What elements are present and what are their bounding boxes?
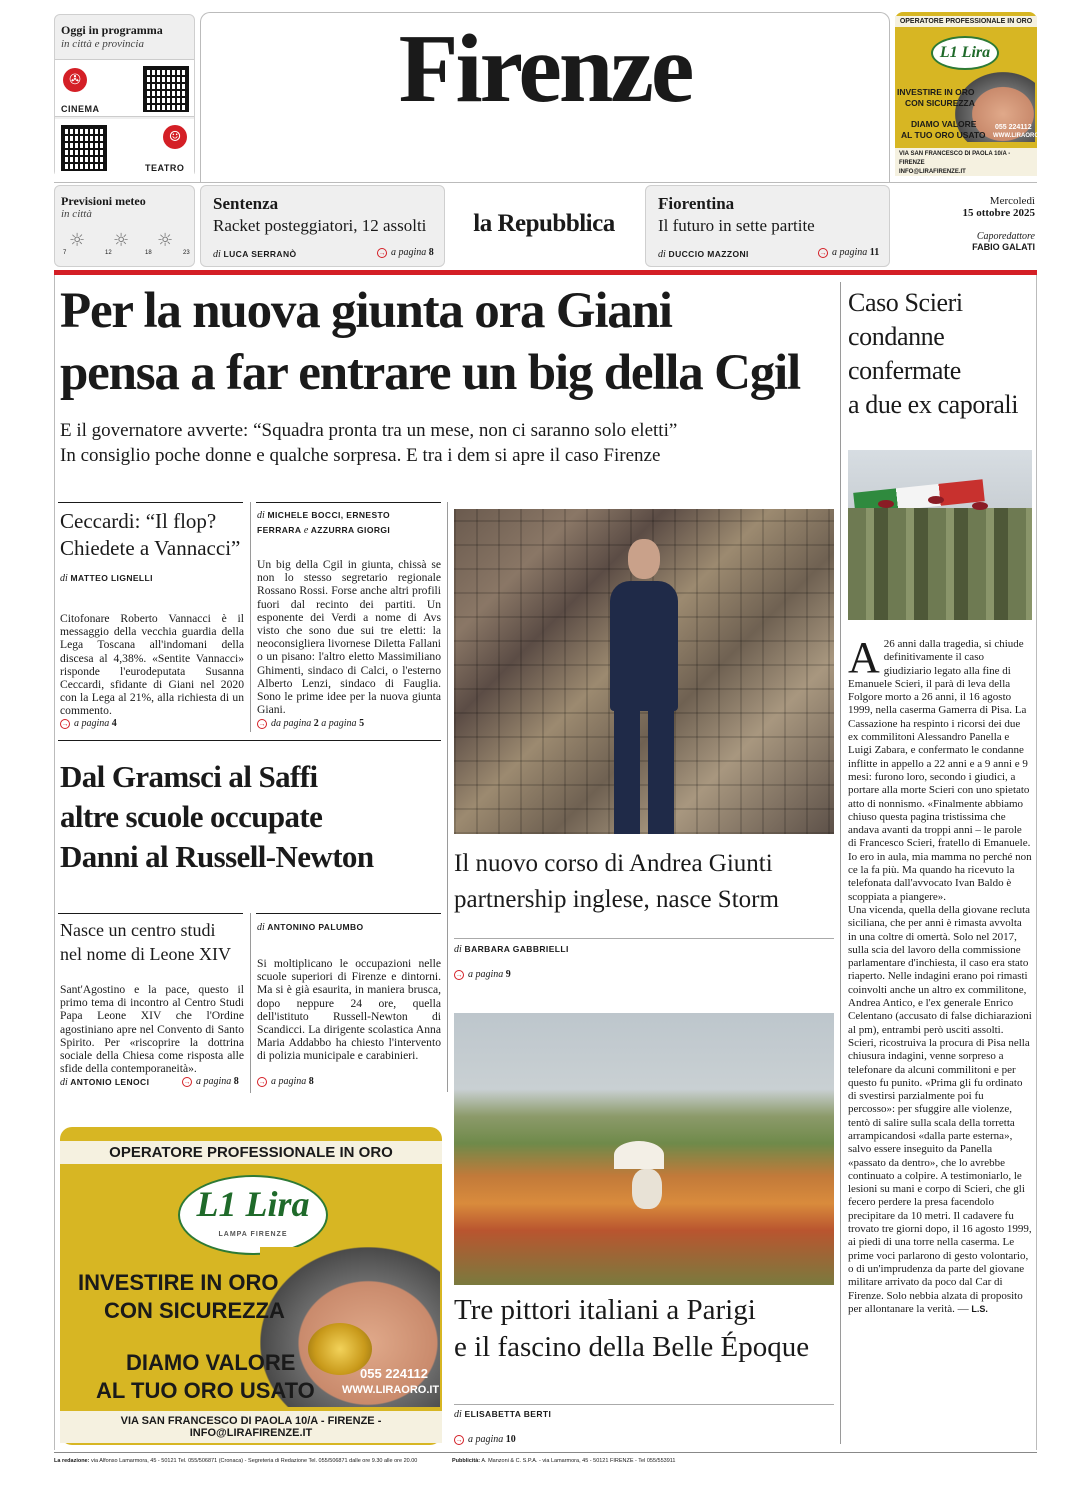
strip-right-byline: di DUCCIO MAZZONI (658, 249, 749, 260)
section-rule (58, 913, 243, 914)
ceccardi-page-ref[interactable]: → a pagina 4 (61, 718, 117, 729)
top-ad-footer (895, 148, 1037, 176)
bottom-ad-line4: AL TUO ORO USATO (96, 1378, 315, 1403)
occupazioni-byline: di ANTONINO PALUMBO (257, 922, 364, 933)
bottom-ad-bar: OPERATORE PROFESSIONALE IN ORO (60, 1141, 442, 1164)
occupazioni-page-ref[interactable]: → a pagina 8 (258, 1076, 314, 1087)
leone-body: Sant'Agostino e la pace, questo il primo tema di incontro al Centro Studi Papa Leone XIV che l'Ordine agostiniano apre nel Convento di Santo Spirito. Per «riscoprire la dottrina sociale della Chiesa come risposta alle sfide della contemporaneità». (60, 983, 244, 1076)
pittori-page-ref[interactable]: → a pagina 10 (455, 1434, 516, 1445)
strip-right-box[interactable] (645, 185, 890, 267)
soldiers-shape (848, 508, 1032, 620)
top-ad[interactable] (895, 12, 1046, 176)
scieri-body-2: Una vicenda, quella della giovane recluta siciliana, che per anni è rimasta avvolta in una coltre di omertà. Solo nel 2017, sulla scia del lavoro della commissione parlamentare d'inchiesta, il caso era stato riaperto. Nelle indagini erano poi rimasti coinvolti anche un altro ex commilitone, Andrea Antico, e l'ex generale Enrico Celentano (accusato di false dichiarazioni al pm), entrambi però usciti assolti. (848, 903, 1032, 1036)
teatro-tile[interactable] (55, 119, 194, 177)
giunti-byline: di BARBARA GABBRIELLI (454, 944, 569, 955)
section-rule (58, 502, 243, 503)
bottom-ad-line1: INVESTIRE IN ORO (78, 1270, 279, 1295)
meteo-hour: 7 (63, 250, 67, 256)
strip-left-page-ref[interactable]: → a pagina 8 (378, 247, 434, 258)
section-rule (454, 938, 834, 939)
strip-left-box[interactable] (200, 185, 445, 267)
strip-left-headline: Racket posteggiatori, 12 assolti (213, 216, 427, 235)
pittori-headline-line: e il fascino della Belle Époque (454, 1331, 810, 1363)
occupazioni-body: Si moltiplicano le occupazioni nelle scuole superiori di Firenze e dintorni. Ma si è già esaurita, in maniera brusca, dopo neppure 24 ore, quella dell'istituto Russell-Newton di Scandicci. La dirigente scolastica Anna Maria Addabbo ha chiesto l'intervento di polizia municipale e carabinieri. (257, 957, 441, 1063)
arrow-icon: → (258, 719, 266, 728)
section-rule (58, 740, 441, 741)
lead-headline-line: Per la nuova giunta ora Giani (60, 283, 672, 339)
meteo-hour: 23 (183, 250, 190, 256)
giunti-headline-line: Il nuovo corso di Andrea Giunti (454, 850, 773, 877)
top-ad-bar: OPERATORE PROFESSIONALE IN ORO (895, 16, 1037, 27)
lead-deck-line: E il governatore avverte: “Squadra pronta tra un mese, non ci saranno solo eletti” (60, 420, 678, 441)
bottom-ad-web: WWW.LIRAORO.IT (342, 1384, 440, 1396)
strip-right-page-ref[interactable]: → a pagina 11 (819, 247, 880, 258)
pittori-painting (454, 1013, 834, 1285)
footer-left: La redazione: via Alfonso Lamarmora, 45 - 50121 Tel. 055/506871 (Cronaca) - Segreteria di Redazione Tel. 055/506871 dalle ore 9.30 alle ore 20.00 (54, 1458, 418, 1464)
bottom-ad-logo (178, 1175, 328, 1255)
cinema-qr-icon (143, 66, 189, 112)
ceccardi-headline-line: Ceccardi: “Il flop? (60, 509, 217, 533)
scuole-headline (60, 757, 373, 877)
arrow-icon: → (258, 1077, 266, 1086)
cinema-label: CINEMA (61, 104, 100, 114)
ceccardi-body: Citofonare Roberto Vannacci è il messaggio della vecchia guardia della Lega Toscana all'indomani della discesa al 4,38%. «Sentite Vannacci» risponde l'eurodeputata Susanna Ceccardi, sfidante di Giani nel 2020 con la Lega al 21%, alla richiesta di un commento. (60, 612, 244, 718)
leone-byline: di ANTONIO LENOCI (60, 1077, 150, 1088)
top-ad-line3: DIAMO VALORE (911, 119, 977, 129)
scieri-headline-line: Caso Scieri (848, 288, 963, 317)
strip-right-headline: Il futuro in sette partite (658, 216, 815, 235)
meteo-hour: 12 (105, 250, 112, 256)
sun-icon: ☼ (157, 230, 174, 251)
footer-rule (54, 1452, 1037, 1453)
scuole-headline-line: Danni al Russell-Newton (60, 839, 374, 874)
film-reel-icon: ✇ (63, 68, 87, 92)
scieri-headline-line: a due ex caporali (848, 390, 1019, 419)
ceccardi-headline (60, 508, 240, 562)
program-box (54, 14, 195, 177)
giunti-photo (454, 509, 834, 834)
section-rule (256, 502, 441, 503)
masthead: Firenze (398, 15, 692, 123)
meteo-subtitle: in città (61, 208, 92, 220)
giunta-body: Un big della Cgil in giunta, chissà se non lo stesso segretario regionale Rossano Rossi. Forse anche altri profili fuori dal recinto dei partiti. Un esponente dei Verdi a nome di Avs visto che sono due sui tre eletti: la neoconsigliera livornese Diletta Fallani o un pisano: l'altro eletto Massimiliano Ghimenti, sindaco di Calci, o l'esterno Alberto Lenzi, sindaco di Fauglia. Sono le prime idee per la nuova giunta Giani. (257, 558, 441, 717)
section-rule (454, 1404, 834, 1405)
scieri-photo (848, 450, 1032, 620)
theater-mask-icon: ☺ (163, 125, 187, 149)
scieri-headline (848, 286, 1018, 422)
pittori-headline (454, 1292, 809, 1366)
leone-headline-line: Nasce un centro studi (60, 920, 216, 940)
column-rule (447, 502, 448, 1092)
cinema-tile[interactable] (55, 59, 194, 117)
section-rule (256, 913, 441, 914)
teatro-label: TEATRO (145, 163, 185, 173)
strip-left-section: Sentenza (213, 194, 279, 213)
meteo-title: Previsioni meteo (61, 194, 146, 208)
scuole-headline-line: Dal Gramsci al Saffi (60, 759, 318, 794)
beret-shape (972, 502, 988, 510)
pittori-byline: di ELISABETTA BERTI (454, 1409, 552, 1420)
strip-right-section: Fiorentina (658, 194, 735, 213)
lead-deck-line: In consiglio poche donne e qualche sorpresa. E tra i dem si apre il caso Firenze (60, 445, 661, 466)
top-ad-address: VIA SAN FRANCESCO DI PAOLA 10/A - FIRENZE (899, 151, 1011, 166)
pittori-headline-line: Tre pittori italiani a Parigi (454, 1294, 756, 1326)
bottom-ad-line2: CON SICUREZZA (104, 1298, 285, 1323)
bottom-ad[interactable] (60, 1127, 442, 1445)
giunti-page-ref[interactable]: → a pagina 9 (455, 969, 511, 980)
date-date: 15 ottobre 2025 (962, 207, 1035, 219)
column-rule (250, 913, 251, 1093)
date-box (895, 185, 1035, 267)
ceccardi-headline-line: Chiedete a Vannacci” (60, 536, 241, 560)
column-rule (250, 502, 251, 732)
lead-headline-line: pensa a far entrare un big della Cgil (60, 345, 800, 401)
arrow-icon: → (455, 1435, 463, 1444)
top-ad-email: INFO@LIRAFIRENZE.IT (899, 169, 966, 175)
footer-right: Pubblicità: A. Manzoni & C. S.P.A. - via Lamarmora, 45 - 50121 FIRENZE - Tel 055/553911 (452, 1458, 676, 1464)
scieri-headline-line: condanne (848, 322, 945, 351)
strip-left-byline: di LUCA SERRANÒ (213, 249, 297, 260)
giunti-headline-line: partnership inglese, nasce Storm (454, 886, 779, 913)
scieri-headline-line: confermate (848, 356, 961, 385)
giunti-headline (454, 846, 779, 918)
arrow-icon: → (455, 970, 463, 979)
top-ad-line1: INVESTIRE IN ORO (897, 87, 975, 97)
arrow-icon: → (183, 1077, 191, 1086)
bottom-ad-logo-text: L1 Lira (196, 1184, 310, 1224)
program-title: Oggi in programma (61, 23, 163, 37)
sun-icon: ☼ (69, 230, 86, 251)
beret-shape (928, 496, 944, 504)
date-weekday: Mercoledì (989, 195, 1035, 207)
top-ad-logo: L1 Lira (931, 36, 999, 70)
scieri-body-3: Scieri, ricostruiva la procura di Pisa nella chiusura indagini, venne sorpreso a telefonare da alcuni commilitoni e per questo fu punito. «Prima gli fu ordinato di svestirsi parzialmente poi fu percosso»: per sfuggire alle violenze, tentò di salire sulla scala della torretta arrampicandosi «dalla parte esterna», salvo essere inseguito da Panella «passato da dentro», che lo avrebbe continuato a colpire. A testimoniarlo, le lesioni su mani e corpo di Scieri, che gli fecero perdere la presa facendolo precipitare da 10 metri. Il cadavere fu trovato tre giorni dopo, il 16 agosto 1999, ai piedi di una torre nella caserma. Le prime voci parlarono di gesto volontario, o di un'imprudenza da parte del giovane militare arrivato da poco dal Car di Firenze. Solo nebbia alzata di proposito per allontanare la verità. — L.S. (848, 1036, 1032, 1315)
portrait-figure (604, 539, 684, 834)
umbrella-shape (614, 1141, 664, 1169)
arrow-icon: → (378, 248, 386, 257)
scieri-signature: L.S. (971, 1303, 988, 1314)
bottom-ad-footer: VIA SAN FRANCESCO DI PAOLA 10/A - FIRENZE - INFO@LIRAFIRENZE.IT (60, 1411, 442, 1443)
sun-icon: ☼ (113, 230, 130, 251)
arrow-icon: → (61, 719, 69, 728)
lead-deck (60, 418, 677, 468)
beret-shape (878, 500, 894, 508)
dropcap: A (848, 633, 880, 682)
bottom-ad-line3: DIAMO VALORE (126, 1350, 296, 1375)
giunta-byline: di MICHELE BOCCI, ERNESTO FERRARA e AZZURRA GIORGI (257, 510, 391, 536)
leone-headline-line: nel nome di Leone XIV (60, 944, 231, 964)
ceccardi-byline: di MATTEO LIGNELLI (60, 573, 153, 584)
meteo-hour: 18 (145, 250, 152, 256)
lead-headline (60, 280, 800, 404)
figure-shape (632, 1169, 662, 1209)
date-name: FABIO GALATI (972, 242, 1035, 252)
arrow-icon: → (819, 248, 827, 257)
teatro-qr-icon (61, 125, 107, 171)
scuole-headline-line: altre scuole occupate (60, 799, 323, 834)
date-role: Caporedattore (976, 231, 1035, 242)
top-ad-phone: 055 224112 (995, 124, 1032, 131)
scieri-body (848, 633, 1032, 1316)
top-ad-line2: CON SICUREZZA (905, 98, 975, 108)
bottom-ad-phone: 055 224112 (360, 1366, 428, 1381)
repubblica-logo[interactable]: la Repubblica (473, 210, 615, 237)
top-ad-line4: AL TUO ORO USATO (901, 130, 986, 140)
giunta-page-ref[interactable]: → da pagina 2 a pagina 5 (258, 718, 365, 729)
program-subtitle: in città e provincia (61, 38, 144, 50)
leone-headline (60, 918, 231, 966)
right-column-rule (840, 282, 841, 1444)
leone-page-ref[interactable]: → a pagina 8 (183, 1076, 239, 1087)
bottom-ad-logo-sub: LAMPA FIRENZE (218, 1231, 288, 1238)
scieri-body-lead: A 26 anni dalla tragedia, si chiude definitivamente il caso giudiziario legato alla fine di Emanuele Scieri, il parà di leva della Folgore morto a 26 anni, il 16 agosto 1999, nella caserma Gamerra di Pisa. La Cassazione ha respinto i ricorsi dei due ex commilitoni Alessandro Panella e Luigi Zabara, e confermato le condanne inflitte in appello a 22 anni e a 9 anni e 9 mesi: furono loro, secondo i giudici, a portare alla morte Scieri con uno spietato atto di nonnismo. «Finalmente abbiamo chiuso questa pagina tristissima che andava avanti da troppi anni – le parole di Francesco Scieri, fratello di Emanuele. Io ero in aula, mia mamma no perché non ce la fa più. Ma quando ha ricevuto la telefonata dall'avvocato Ivan Baldo è scoppiata a piangere». (848, 633, 1032, 903)
top-ad-web: WWW.LIRAORO.IT (993, 133, 1046, 139)
